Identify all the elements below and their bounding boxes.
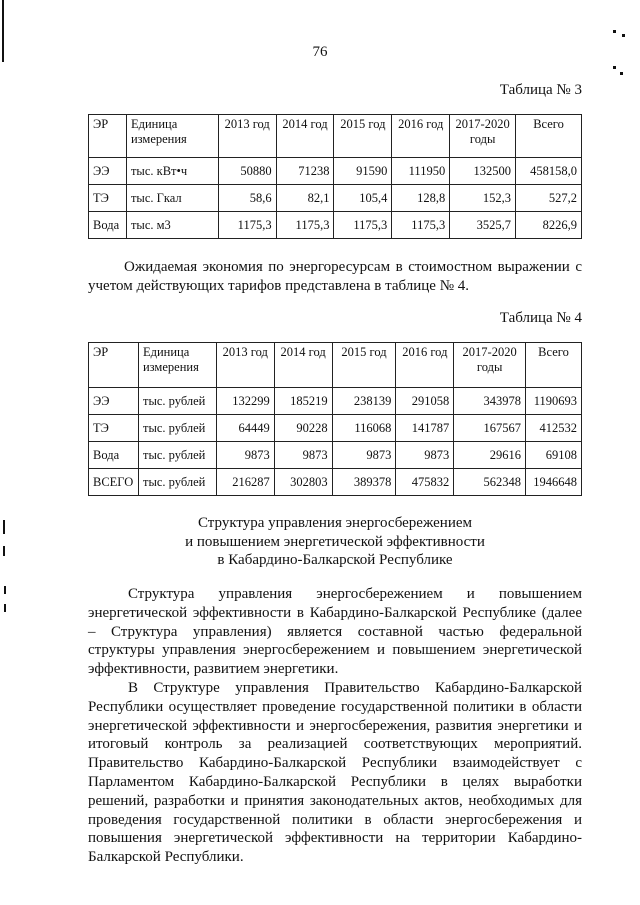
- table-cell: 116068: [332, 415, 396, 442]
- table-cell: 412532: [526, 415, 582, 442]
- structure-paragraph: Структура управления энергосбережением и повышением энергетической эффективности в Кабардино-Балкарской Республике (далее – Структура управления) является составной частью федеральной структуры управления энергосбережением и повышением энергетической эффективности, развитием энергетики.: [88, 586, 582, 678]
- table-cell: 71238: [276, 158, 334, 185]
- table-cell: 69108: [526, 442, 582, 469]
- table-cell: тыс. рублей: [138, 469, 216, 496]
- table-cell: 50880: [218, 158, 276, 185]
- scan-mark: [3, 546, 5, 556]
- table-cell: тыс. Гкал: [126, 185, 218, 212]
- table-row: [89, 185, 582, 212]
- table-cell: 302803: [274, 469, 332, 496]
- scan-mark: [3, 520, 5, 534]
- header-cell: 2013 год: [216, 343, 274, 388]
- government-paragraph: В Структуре управления Правительство Кабардино-Балкарской Республики осуществляет проведение государственной политики в области энергетической эффективности и энергосбережения, развития энергетики и итоговый контроль за реализацией соответствующих мероприятий. Правительство Кабардино-Балкарской Республики взаимодействует с Парламентом Кабардино-Балкарской Республики в целях выработки решений, разработки и принятия законодательных актов, необходимых для проведения государственной политики в области энергосбережения и повышения энергетической эффективности на территории Кабардино-Балкарской Республики.: [88, 680, 582, 866]
- table-row: [89, 388, 582, 415]
- table-cell: тыс. м3: [126, 212, 218, 239]
- table-cell: тыс. рублей: [138, 388, 216, 415]
- header-cell: Всего: [516, 115, 582, 158]
- table-cell: 562348: [454, 469, 526, 496]
- table-cell: 132500: [450, 158, 516, 185]
- table-cell: 9873: [274, 442, 332, 469]
- table-cell: 128,8: [392, 185, 450, 212]
- table-3-caption: Таблица № 3: [499, 82, 582, 98]
- header-cell: 2014 год: [276, 115, 334, 158]
- table-cell: 1175,3: [218, 212, 276, 239]
- header-cell: 2016 год: [396, 343, 454, 388]
- table-4: [88, 342, 582, 496]
- table-cell: 82,1: [276, 185, 334, 212]
- scan-mark: [613, 66, 616, 69]
- header-cell: 2015 год: [332, 343, 396, 388]
- table-cell: 167567: [454, 415, 526, 442]
- table-cell: ТЭ: [89, 415, 139, 442]
- table-cell: 152,3: [450, 185, 516, 212]
- scan-mark: [4, 604, 6, 612]
- table-row: [89, 158, 582, 185]
- table-cell: 1946648: [526, 469, 582, 496]
- section-heading-line: и повышением энергетической эффективности: [185, 533, 485, 550]
- table-cell: 58,6: [218, 185, 276, 212]
- header-cell: Единица измерения: [126, 115, 218, 158]
- table-cell: ЭЭ: [89, 388, 139, 415]
- table-cell: Вода: [89, 442, 139, 469]
- scan-mark: [622, 34, 625, 37]
- table-row: [89, 442, 582, 469]
- header-cell: 2016 год: [392, 115, 450, 158]
- table-cell: 141787: [396, 415, 454, 442]
- table-cell: 132299: [216, 388, 274, 415]
- table-cell: 458158,0: [516, 158, 582, 185]
- table-cell: 1190693: [526, 388, 582, 415]
- header-cell: 2017-2020 годы: [454, 343, 526, 388]
- header-cell: Всего: [526, 343, 582, 388]
- table-cell: ВСЕГО: [89, 469, 139, 496]
- table-cell: тыс. рублей: [138, 442, 216, 469]
- header-cell: ЭР: [89, 343, 139, 388]
- table-cell: тыс. рублей: [138, 415, 216, 442]
- table-cell: 91590: [334, 158, 392, 185]
- table-cell: 3525,7: [450, 212, 516, 239]
- table-header-row: [89, 115, 582, 158]
- table-cell: 1175,3: [276, 212, 334, 239]
- header-cell: 2013 год: [218, 115, 276, 158]
- table-cell: ТЭ: [89, 185, 127, 212]
- table-cell: 9873: [396, 442, 454, 469]
- page-number: 76: [312, 44, 328, 60]
- table-cell: 185219: [274, 388, 332, 415]
- header-cell: ЭР: [89, 115, 127, 158]
- table-cell: 527,2: [516, 185, 582, 212]
- table-cell: 475832: [396, 469, 454, 496]
- header-cell: 2015 год: [334, 115, 392, 158]
- table-cell: ЭЭ: [89, 158, 127, 185]
- table-3: [88, 114, 582, 239]
- scan-mark: [613, 30, 616, 33]
- table-cell: 1175,3: [334, 212, 392, 239]
- table-4-caption: Таблица № 4: [499, 310, 582, 326]
- header-cell: Единица измерения: [138, 343, 216, 388]
- table-row: [89, 415, 582, 442]
- table-cell: 343978: [454, 388, 526, 415]
- section-heading-line: в Кабардино-Балкарской Республике: [217, 552, 453, 568]
- table-row: [89, 469, 582, 496]
- scan-mark: [4, 586, 6, 594]
- table-cell: 9873: [216, 442, 274, 469]
- table-cell: 389378: [332, 469, 396, 496]
- intro-paragraph: Ожидаемая экономия по энергоресурсам в стоимостном выражении с учетом действующих тарифов представлена в таблице № 4.: [88, 259, 582, 294]
- table-cell: 238139: [332, 388, 396, 415]
- header-cell: 2017-2020 годы: [450, 115, 516, 158]
- table-cell: 8226,9: [516, 212, 582, 239]
- table-cell: 9873: [332, 442, 396, 469]
- section-heading-line: Структура управления энергосбережением: [197, 515, 472, 531]
- table-cell: Вода: [89, 212, 127, 239]
- table-cell: 90228: [274, 415, 332, 442]
- table-cell: 29616: [454, 442, 526, 469]
- table-cell: тыс. кВт•ч: [126, 158, 218, 185]
- table-header-row: [89, 343, 582, 388]
- scan-mark: [620, 72, 623, 75]
- table-cell: 111950: [392, 158, 450, 185]
- table-cell: 105,4: [334, 185, 392, 212]
- table-row: [89, 212, 582, 239]
- table-cell: 64449: [216, 415, 274, 442]
- table-cell: 291058: [396, 388, 454, 415]
- header-cell: 2014 год: [274, 343, 332, 388]
- table-cell: 216287: [216, 469, 274, 496]
- section-heading: [88, 514, 582, 570]
- table-cell: 1175,3: [392, 212, 450, 239]
